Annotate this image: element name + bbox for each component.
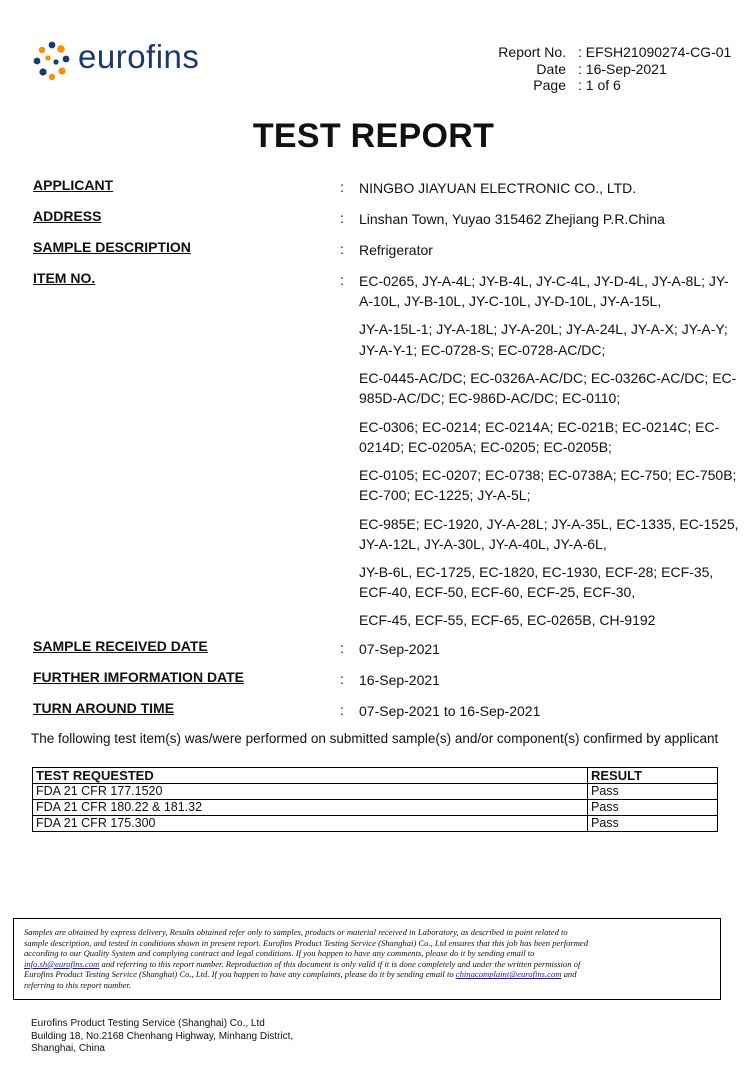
applicant-label: APPLICANT [33, 177, 114, 193]
disclaimer-box [13, 918, 721, 1000]
further-information-date-colon: : [340, 671, 344, 687]
item-no-label: ITEM NO. [33, 270, 96, 286]
result-header: RESULT [588, 768, 718, 784]
table-header-row [33, 768, 718, 784]
test-requested-cell: FDA 21 CFR 180.22 & 181.32 [33, 800, 588, 816]
item-no-line: EC-700; EC-1225; JY-A-5L; [359, 487, 531, 503]
result-cell: Pass [588, 784, 718, 800]
item-no-line: EC-985E; EC-1920, JY-A-28L; JY-A-35L, EC-1335, EC-1525, [359, 516, 739, 532]
disclaimer-text: Eurofins Product Testing Service (Shanghai) Co., Ltd. If you happen to have any complaints, please do it by sending email to [24, 969, 456, 980]
disclaimer-line: Samples are obtained by express delivery, Results obtained refer only to samples, products or material received in Laboratory, as described in point related to [24, 927, 568, 937]
item-no-line: EC-0105; EC-0207; EC-0738; EC-0738A; EC-750; EC-750B; [359, 467, 737, 483]
info-email-link[interactable]: info.sh@eurofins.com [24, 958, 100, 969]
item-no-line: ECF-45, ECF-55, ECF-65, EC-0265B, CH-9192 [359, 612, 656, 628]
disclaimer-line [24, 959, 711, 970]
report-no-label: Report No. [498, 44, 566, 60]
item-no-colon: : [340, 272, 344, 288]
table-row [33, 800, 718, 816]
logo-wordmark: eurofins [78, 38, 200, 75]
item-no-line: EC-0445-AC/DC; EC-0326A-AC/DC; EC-0326C-AC/DC; EC- [359, 370, 737, 386]
results-table [32, 767, 718, 832]
result-cell: Pass [588, 816, 718, 832]
test-items-note: The following test item(s) was/were performed on submitted sample(s) and/or component(s) confirmed by applicant [31, 731, 719, 746]
disclaimer-line: according to our Quality System and complying contract and legal conditions. If you happen to have any comments, please do it by sending email to [24, 948, 535, 959]
address-colon: : [340, 210, 344, 226]
report-meta-values [578, 44, 731, 94]
turn-around-time-colon: : [340, 702, 344, 718]
page-value: : 1 of 6 [578, 77, 621, 93]
sample-description-value: Refrigerator [359, 242, 433, 258]
table-row [33, 816, 718, 832]
report-no-value: : EFSH21090274-CG-01 [578, 44, 732, 60]
test-requested-cell: FDA 21 CFR 177.1520 [33, 784, 588, 800]
sample-received-date-value: 07-Sep-2021 [359, 641, 440, 657]
sample-received-date-colon: : [340, 640, 344, 656]
item-no-line: JY-A-Y-1; EC-0728-S; EC-0728-AC/DC; [359, 342, 606, 358]
disclaimer-text: and [561, 969, 577, 980]
date-value: : 16-Sep-2021 [578, 60, 667, 77]
footer-line: Eurofins Product Testing Service (Shanghai) Co., Ltd [31, 1018, 265, 1029]
test-requested-cell: FDA 21 CFR 175.300 [33, 816, 588, 832]
item-no-line: JY-A-12L, JY-A-30L, JY-A-40L, JY-A-6L, [359, 536, 607, 552]
report-meta-labels [460, 44, 566, 94]
footer-line: Building 18, No.2168 Chenhang Highway, Minhang District, [31, 1030, 294, 1042]
item-no-line: 0214D; EC-0205A; EC-0205; EC-0205B; [359, 439, 612, 455]
complaint-email-link[interactable]: chinacomplaint@eurofins.com [455, 969, 562, 980]
applicant-colon: : [340, 179, 344, 195]
sample-description-label: SAMPLE DESCRIPTION [33, 239, 191, 255]
item-no-line: ECF-40, ECF-50, ECF-60, ECF-25, ECF-30, [359, 584, 636, 600]
disclaimer-line: sample description, and tested in conditions shown in present report. Eurofins Product Testing Service (Shanghai) Co., Ltd ensures that this job has been performed [24, 937, 589, 948]
further-information-date-label: FURTHER IMFORMATION DATE [33, 669, 245, 685]
disclaimer-line [24, 969, 711, 980]
disclaimer-text: and referring to this report number. Reproduction of this document is only valid if it is done completely and under the written permission of [99, 958, 581, 969]
turn-around-time-label: TURN AROUND TIME [33, 700, 175, 716]
address-label: ADDRESS [33, 208, 102, 224]
page-label: Page [533, 77, 566, 93]
footer-line: Shanghai, China [31, 1043, 105, 1054]
item-no-line: 985D-AC/DC; EC-986D-AC/DC; EC-0110; [359, 390, 621, 406]
disclaimer-line: referring to this report number. [24, 979, 132, 990]
result-cell: Pass [588, 800, 718, 816]
sample-description-colon: : [340, 241, 344, 257]
item-no-line: JY-A-15L-1; JY-A-18L; JY-A-20L; JY-A-24L, JY-A-X; JY-A-Y; [359, 321, 728, 337]
item-no-line: JY-B-6L, EC-1725, EC-1820, EC-1930, ECF-28; ECF-35, [359, 564, 714, 580]
turn-around-time-value: 07-Sep-2021 to 16-Sep-2021 [359, 703, 541, 719]
sample-received-date-label: SAMPLE RECEIVED DATE [33, 638, 208, 654]
address-value: Linshan Town, Yuyao 315462 Zhejiang P.R.China [359, 211, 665, 227]
test-requested-header: TEST REQUESTED [33, 768, 588, 784]
item-no-line: EC-0265, JY-A-4L; JY-B-4L, JY-C-4L, JY-D-4L, JY-A-8L; JY- [359, 273, 729, 289]
date-label: Date [536, 60, 566, 77]
further-information-date-value: 16-Sep-2021 [359, 672, 440, 688]
item-no-line: EC-0306; EC-0214; EC-0214A; EC-021B; EC-0214C; EC- [359, 419, 720, 435]
table-row [33, 784, 718, 800]
eurofins-dots-logo-icon [32, 41, 72, 81]
page-title: TEST REPORT [252, 117, 495, 155]
item-no-line: A-10L, JY-B-10L, JY-C-10L, JY-D-10L, JY-A-15L, [359, 293, 662, 309]
applicant-value: NINGBO JIAYUAN ELECTRONIC CO., LTD. [359, 180, 637, 196]
footer-address [31, 1018, 293, 1056]
